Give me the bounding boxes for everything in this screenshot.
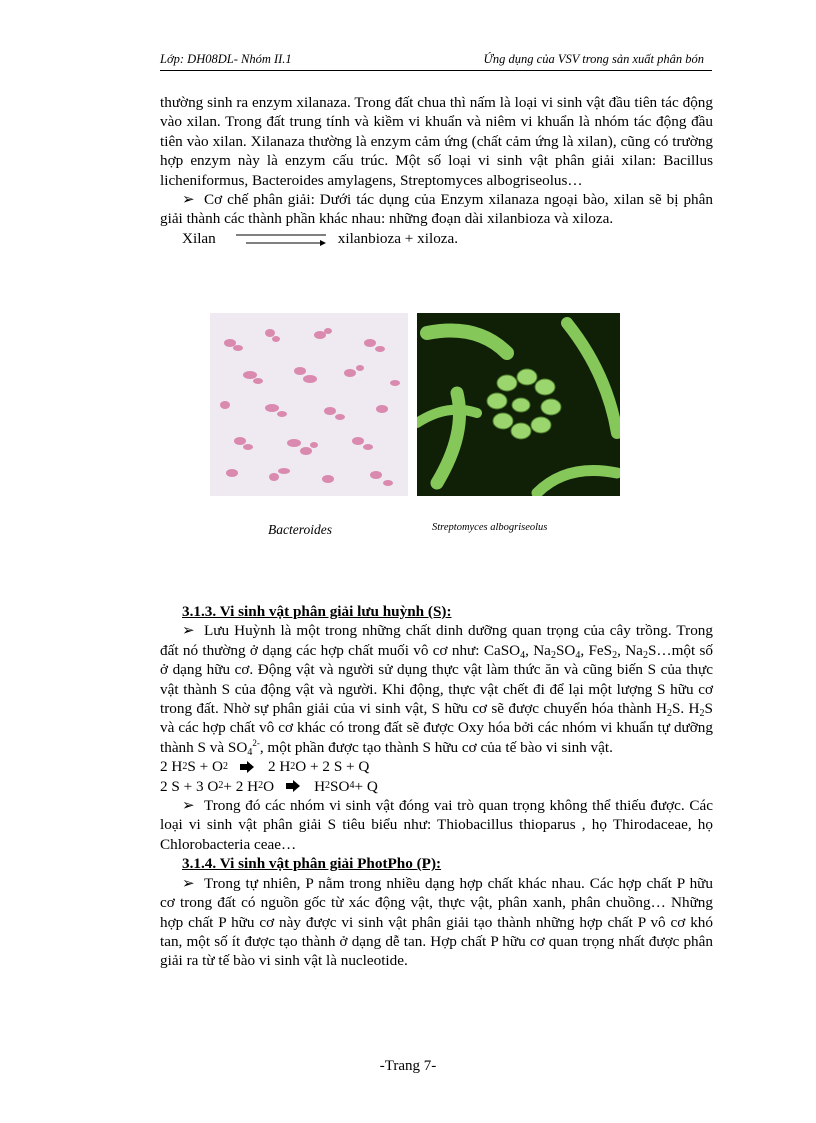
bullet-mechanism: ➢ Cơ chế phân giải: Dưới tác dụng của Enzym xilanaza ngoại bào, xilan sẽ bị phân giải thành các thành phần khác nhau: những đoạn dài xilanbioza và xiloza. [160, 191, 713, 228]
section-title-sulfur: 3.1.3. Vi sinh vật phân giải lưu huỳnh (S): [182, 603, 452, 620]
streptomyces-micrograph [417, 313, 620, 496]
bullet-arrow-icon: ➢ [182, 874, 195, 892]
paragraph-xilanaza: thường sinh ra enzym xilanaza. Trong đất chua thì nấm là loại vi sinh vật đầu tiên tác động vào xilan. Trong đất trung tính và kiềm vi khuẩn và niêm vi khuẩn là nhóm tác động đầu tiên vào xilan. Xilanaza thường là enzym cảm ứng (chất cảm ứng là xilan), cũng có trường hợp enzym này là enzym cấu trúc. Một số loại vi sinh vật phân giải xilan: Bacillus licheniformus, Bacteroides amylagens, Streptomyces albogriseolus… [160, 94, 713, 189]
reaction-products: xilanbioza + xiloza. [337, 229, 459, 247]
page-header [160, 50, 712, 71]
caption-bacteroides: Bacteroides [268, 522, 332, 537]
reaction-xilan [160, 229, 713, 248]
page-number: -Trang 7- [379, 1058, 437, 1074]
bullet-arrow-icon: ➢ [182, 797, 195, 815]
bullet-arrow-icon: ➢ [182, 622, 195, 640]
equation-1: 2 H 2 S + O 2 2 H 2 O + 2 S + Q [160, 758, 370, 776]
reaction-arrow-icon [236, 233, 326, 247]
bacteroides-micrograph [210, 313, 408, 496]
reaction-reactant: Xilan [182, 229, 216, 247]
caption-streptomyces: Streptomyces albogriseolus [432, 522, 548, 533]
equation-2: 2 S + 3 O 2 + 2 H 2 O H 2 SO 4 + Q [160, 777, 378, 795]
content-bottom [160, 602, 713, 971]
paragraph-sulfur: ➢ Lưu Huỳnh là một trong những chất dinh dưỡng quan trọng của cây trồng. Trong đất nó thường ở dạng các hợp chất muối vô cơ như: CaSO$_4$, $Na_2SO_4$, FeS$_2$, $Na_2S\dots một$ số ở dạng hữu cơ. Động vật và người sử dụng thực vật làm thức ăn và cũng biến S của thực vật thành S của động vật và người. Khi động, thực vật chết đi để lại một lượng S hữu cơ trong đất. Nhờ sự phân giải của vi sinh vật, S hữu cơ sẽ được chuyển hóa thành $H_2S$. $H_2S$ và các hợp chất vô cơ khác có trong đất sẽ được Oxy hóa bởi các nhóm vi khuẩn tự dưỡng thành S và $SO_4^{2-}$, một phần được tạo thành S hữu cơ của tế bào vi sinh vật. [160, 622, 714, 758]
header-class-group: Lớp: DH08DL- Nhóm II.1 [160, 52, 292, 66]
content-top [160, 93, 713, 248]
bullet-sulfur-organisms: ➢ Trong đó các nhóm vi sinh vật đóng vai trò quan trọng không thể thiếu được. Các loại vi sinh vật phân giải S tiêu biểu như: Thiobacillus thioparus , họ Thirodaceae, họ Chlorobacteria ceae… [160, 797, 713, 853]
figure-microbes [210, 313, 620, 498]
header-document-title: Ứng dụng của VSV trong sản xuất phân bón [483, 52, 704, 66]
paragraph-phosphorus: ➢ Trong tự nhiên, P nằm trong nhiều dạng hợp chất khác nhau. Các hợp chất P hữu cơ trong đất có nguồn gốc từ xác động vật, thực vật, phân xanh, phân chuồng… Những hợp chất P hữu cơ này được vi sinh vật phân giải tạo thành những hợp chất P vô cơ khó tan, một số ít được tạo thành ở dạng dễ tan. Hợp chất P hữu cơ quan trọng nhất được phân giải ra từ tế bào vi sinh vật là nucleotide. [160, 874, 713, 970]
bullet-arrow-icon: ➢ [182, 191, 195, 209]
bold-arrow-icon [240, 761, 254, 773]
section-title-phosphorus: 3.1.4. Vi sinh vật phân giải PhotPho (P): [182, 855, 442, 873]
bold-arrow-icon [286, 780, 300, 792]
